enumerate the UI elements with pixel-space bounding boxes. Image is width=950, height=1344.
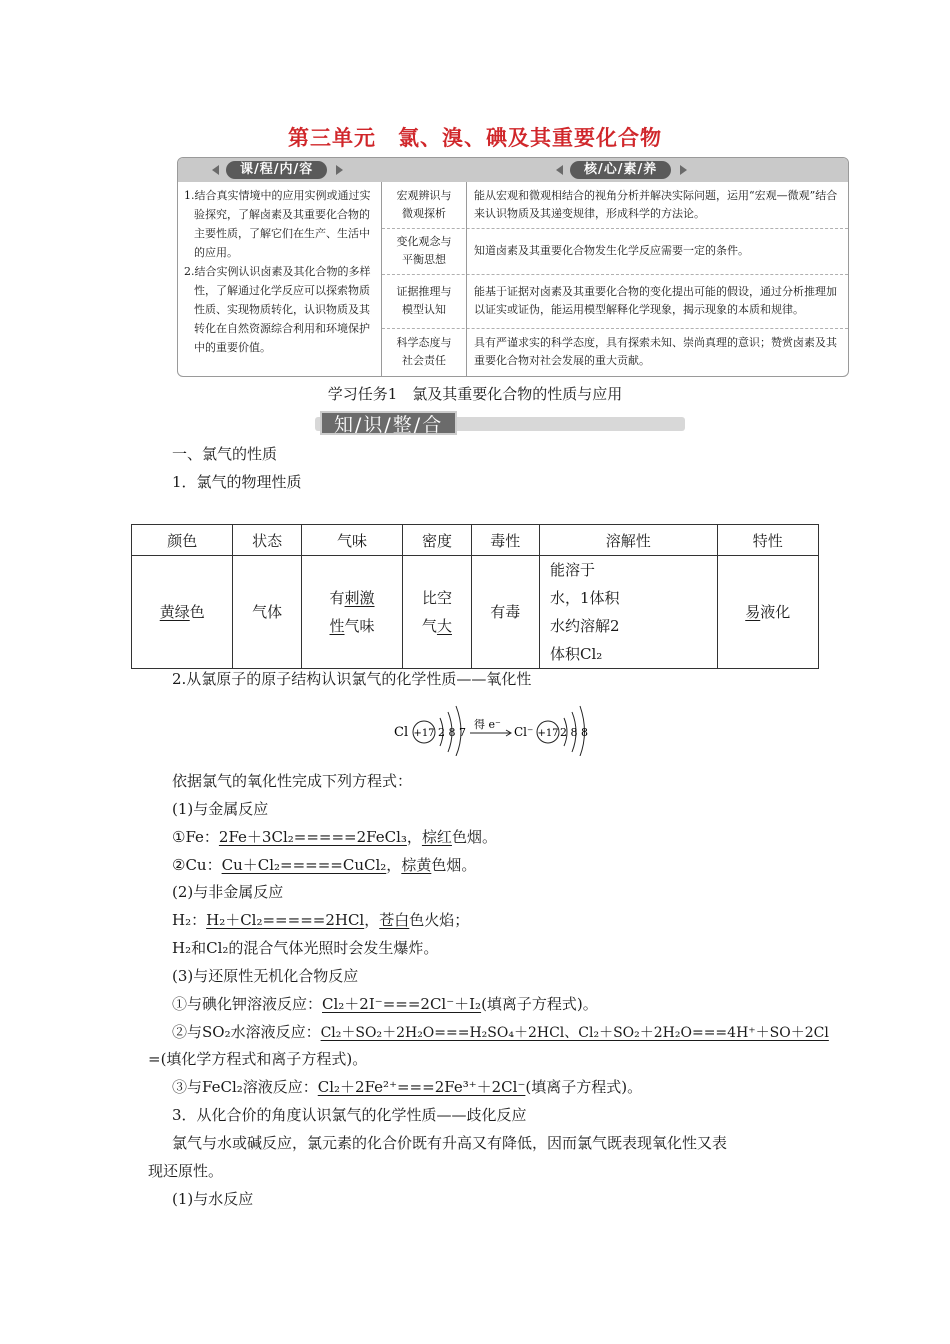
literacy-name: 证据推理与 模型认知: [382, 274, 467, 328]
right-arrow-icon: [336, 165, 343, 175]
ki-line: ①与碘化钾溶液反应：Cl₂＋2I⁻===2Cl⁻＋I₂(填离子方程式)。: [172, 995, 598, 1013]
heading-1: 一、氯气的性质: [172, 445, 278, 463]
course-item: 2.结合实例认识卤素及其化合物的多样性，了解通过化学反应可以探索物质性质、实现物质转化，认识物质及其转化在自然资源综合利用和环境保护中的重要价值。: [184, 265, 371, 354]
nonmetal-heading: (2)与非金属反应: [172, 883, 284, 901]
atom-symbol-right: Cl⁻: [514, 725, 534, 739]
banner-label: 知/识/整/合: [320, 411, 457, 435]
task-title: 学习任务1 氯及其重要化合物的性质与应用: [327, 385, 623, 403]
arrow-label: 得 e⁻: [474, 718, 501, 731]
table-header-row: [132, 525, 819, 556]
literacy-name: 宏观辨识与 微观探析: [382, 182, 467, 228]
metal-heading: (1)与金属反应: [172, 800, 269, 818]
literacy-row: [382, 182, 848, 229]
cell-color: 黄绿色: [132, 556, 233, 669]
heading-2: 1．氯气的物理性质: [172, 473, 302, 491]
intro-line: 依据氯气的氧化性完成下列方程式：: [172, 772, 413, 790]
table-header: 毒性: [471, 525, 539, 556]
table-header: 颜色: [132, 525, 233, 556]
nucleus-charge-right: +17: [537, 728, 559, 739]
cell-solubility: 能溶于 水，1体积 水约溶解2 体积Cl₂: [539, 556, 717, 669]
cu-line: ②Cu：Cu＋Cl₂=====CuCl₂，棕黄色烟。: [172, 856, 477, 874]
h2-note: H₂和Cl₂的混合气体光照时会发生爆炸。: [172, 939, 439, 957]
electron-shells-right: 2 8 8: [560, 726, 588, 739]
so2-line: ②与SO₂水溶液反应：Cl₂＋SO₂＋2H₂O===H₂SO₄＋2HCl、Cl₂＋SO₂＋2H₂O===4H⁺＋SO＋2Cl: [172, 1023, 829, 1041]
cell-density: 比空 气大: [403, 556, 471, 669]
literacy-header: 核/心/素/养: [570, 161, 671, 179]
heading-3: 2.从氯原子的原子结构认识氯气的化学性质——氧化性: [172, 670, 532, 688]
table-header: 气味: [301, 525, 402, 556]
literacy-name: 变化观念与 平衡思想: [382, 228, 467, 274]
properties-table: [131, 524, 819, 669]
table-header: 状态: [233, 525, 301, 556]
atom-symbol-left: Cl: [394, 725, 409, 740]
water-heading: (1)与水反应: [172, 1190, 254, 1208]
reducing-heading: (3)与还原性无机化合物反应: [172, 967, 359, 985]
literacy-desc: 具有严谨求实的科学态度，具有探索未知、崇尚真理的意识；赞赏卤素及其重要化合物对社会发展的重大贡献。: [474, 336, 837, 367]
paragraph-line: 现还原性。: [148, 1162, 224, 1180]
left-arrow-icon: [556, 165, 563, 175]
literacy-row: [382, 274, 848, 329]
fe-line: ①Fe：2Fe＋3Cl₂=====2FeCl₃，棕红色烟。: [172, 828, 497, 846]
page-title: 第三单元 氯、溴、碘及其重要化合物: [288, 125, 662, 150]
section-banner: [315, 411, 685, 435]
literacy-desc: 知道卤素及其重要化合物发生化学反应需要一定的条件。: [474, 244, 749, 257]
cell-toxicity: 有毒: [471, 556, 539, 669]
atom-structure-diagram: [392, 698, 592, 756]
fecl2-line: ③与FeCl₂溶液反应：Cl₂＋2Fe²⁺===2Fe³⁺＋2Cl⁻(填离子方程式)。: [172, 1078, 643, 1096]
literacy-desc: 能从宏观和微观相结合的视角分析并解决实际问题，运用“宏观—微观”结合来认识物质及其递变规律，形成科学的方法论。: [474, 189, 838, 220]
so2-line-cont: =(填化学方程式和离子方程式)。: [148, 1050, 368, 1068]
literacy-row: [382, 228, 848, 275]
table-header: 溶解性: [539, 525, 717, 556]
cell-state: 气体: [233, 556, 301, 669]
right-arrow-icon: [680, 165, 687, 175]
course-content: [178, 182, 382, 376]
electron-shells-left: 2 8 7: [438, 726, 466, 739]
table-row: [132, 556, 819, 669]
overview-box: [177, 157, 849, 377]
table-header: 特性: [717, 525, 819, 556]
course-header: 课/程/内/容: [226, 161, 327, 179]
nucleus-charge-left: +17: [413, 728, 435, 739]
literacy-name: 科学态度与 社会责任: [382, 328, 467, 376]
heading-4: 3．从化合价的角度认识氯气的化学性质——歧化反应: [172, 1106, 527, 1124]
overview-header: [178, 158, 848, 182]
literacy-row: [382, 328, 848, 376]
cell-feature: 易液化: [717, 556, 819, 669]
paragraph-line: 氯气与水或碱反应，氯元素的化合价既有升高又有降低，因而氯气既表现氧化性又表: [172, 1134, 728, 1152]
literacy-desc: 能基于证据对卤素及其重要化合物的变化提出可能的假设，通过分析推理加以证实或证伪，能运用模型解释化学现象，揭示现象的本质和规律。: [474, 285, 837, 316]
table-header: 密度: [403, 525, 471, 556]
course-item: 1.结合真实情境中的应用实例或通过实验探究，了解卤素及其重要化合物的主要性质，了解它们在生产、生活中的应用。: [184, 189, 371, 259]
h2-line: H₂：H₂＋Cl₂=====2HCl，苍白色火焰；: [172, 911, 470, 929]
left-arrow-icon: [212, 165, 219, 175]
cell-smell: 有刺激 性气味: [301, 556, 402, 669]
